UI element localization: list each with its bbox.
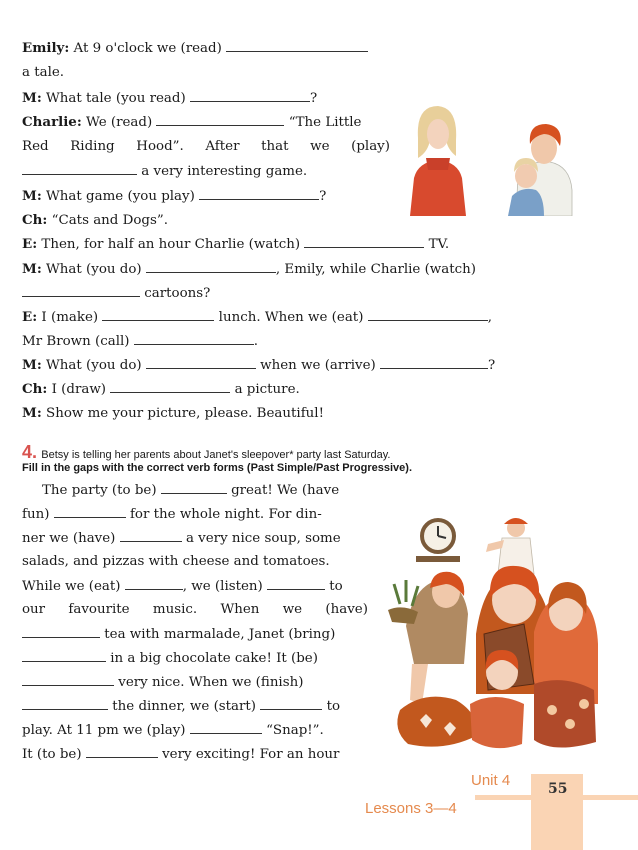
footer-unit: Unit 4 [471,772,511,789]
speaker: M: [22,90,42,106]
gap[interactable] [199,188,319,200]
gap[interactable] [380,357,488,369]
gap[interactable] [120,530,182,542]
story-line-7: tea with marmalade, Janet (bring) [22,626,335,643]
gap[interactable] [102,309,214,321]
exercise-instruction: Fill in the gaps with the correct verb forms (Past Simple/Past Progressive). [22,462,413,474]
line-4: Charlie: We (read) “The Little [22,114,362,130]
line-11: cartoons? [22,285,210,302]
line-7: M: What game (you play) ? [22,188,327,204]
party-illustration [384,514,602,754]
gap[interactable] [110,381,230,393]
story-line-9: very nice. When we (finish) [22,674,303,691]
gap[interactable] [22,674,114,686]
gap[interactable] [368,309,488,321]
line-12: E: I (make) lunch. When we (eat) , [22,309,492,325]
line-10: M: What (you do) , Emily, while Charlie (watch) [22,261,476,277]
line-16: M: Show me your picture, please. Beautiful! [22,405,324,421]
story-line-1: The party (to be) great! We (have [42,483,340,498]
speaker: Ch: [22,381,48,397]
line-8: Ch: “Cats and Dogs”. [22,212,168,228]
speaker: M: [22,405,42,421]
exercise-context: Betsy is telling her parents about Janet's sleepover* party last Saturday. [41,449,391,461]
line-5: Red Riding Hood”. After that we (play) [22,139,390,154]
gap[interactable] [22,285,140,297]
family-illustration [404,100,576,216]
line-15: Ch: I (draw) a picture. [22,381,300,397]
gap[interactable] [134,333,254,345]
gap[interactable] [267,578,325,590]
speaker: E: [22,309,38,325]
gap[interactable] [260,698,322,710]
speaker: Charlie: [22,114,82,130]
line-13: Mr Brown (call) . [22,334,259,349]
gap[interactable] [22,698,108,710]
gap[interactable] [54,506,126,518]
gap[interactable] [190,90,310,102]
line-14: M: What (you do) when we (arrive) ? [22,357,496,373]
gap[interactable] [304,236,424,248]
speaker: M: [22,357,42,373]
gap[interactable] [146,261,276,273]
story-line-10: the dinner, we (start) to [22,698,340,715]
line-1: Emily: At 9 o'clock we (read) [22,40,368,57]
gap[interactable] [22,626,100,638]
gap[interactable] [156,114,284,126]
gap[interactable] [22,163,137,175]
story-line-12: It (to be) very exciting! For an hour [22,747,340,762]
gap[interactable] [226,40,368,52]
gap[interactable] [190,722,262,734]
gap[interactable] [125,578,183,590]
footer-lessons: Lessons 3—4 [365,800,457,817]
gap[interactable] [86,746,158,758]
story-line-5: While we (eat) , we (listen) to [22,579,343,594]
speaker: M: [22,261,42,277]
story-line-2: fun) for the whole night. For din- [22,507,322,522]
line-9: E: Then, for half an hour Charlie (watch) TV. [22,236,450,252]
page-number: 55 [548,781,568,797]
story-line-11: play. At 11 pm we (play) “Snap!”. [22,723,324,738]
speaker: E: [22,236,38,252]
story-line-8: in a big chocolate cake! It (be) [22,650,318,667]
speaker: Emily: [22,40,70,56]
gap[interactable] [161,482,227,494]
speaker: M: [22,188,42,204]
line-6: a very interesting game. [22,163,307,180]
story-line-6: our favourite music. When we (have) [22,602,368,617]
line-2: a tale. [22,65,65,80]
story-line-4: salads, and pizzas with cheese and tomatoes. [22,554,330,569]
story-line-3: ner we (have) a very nice soup, some [22,531,341,546]
gap[interactable] [146,357,256,369]
line-3: M: What tale (you read) ? [22,90,318,106]
exercise-number: 4. [22,442,38,462]
gap[interactable] [22,650,106,662]
shelf [416,556,460,562]
speaker: Ch: [22,212,48,228]
